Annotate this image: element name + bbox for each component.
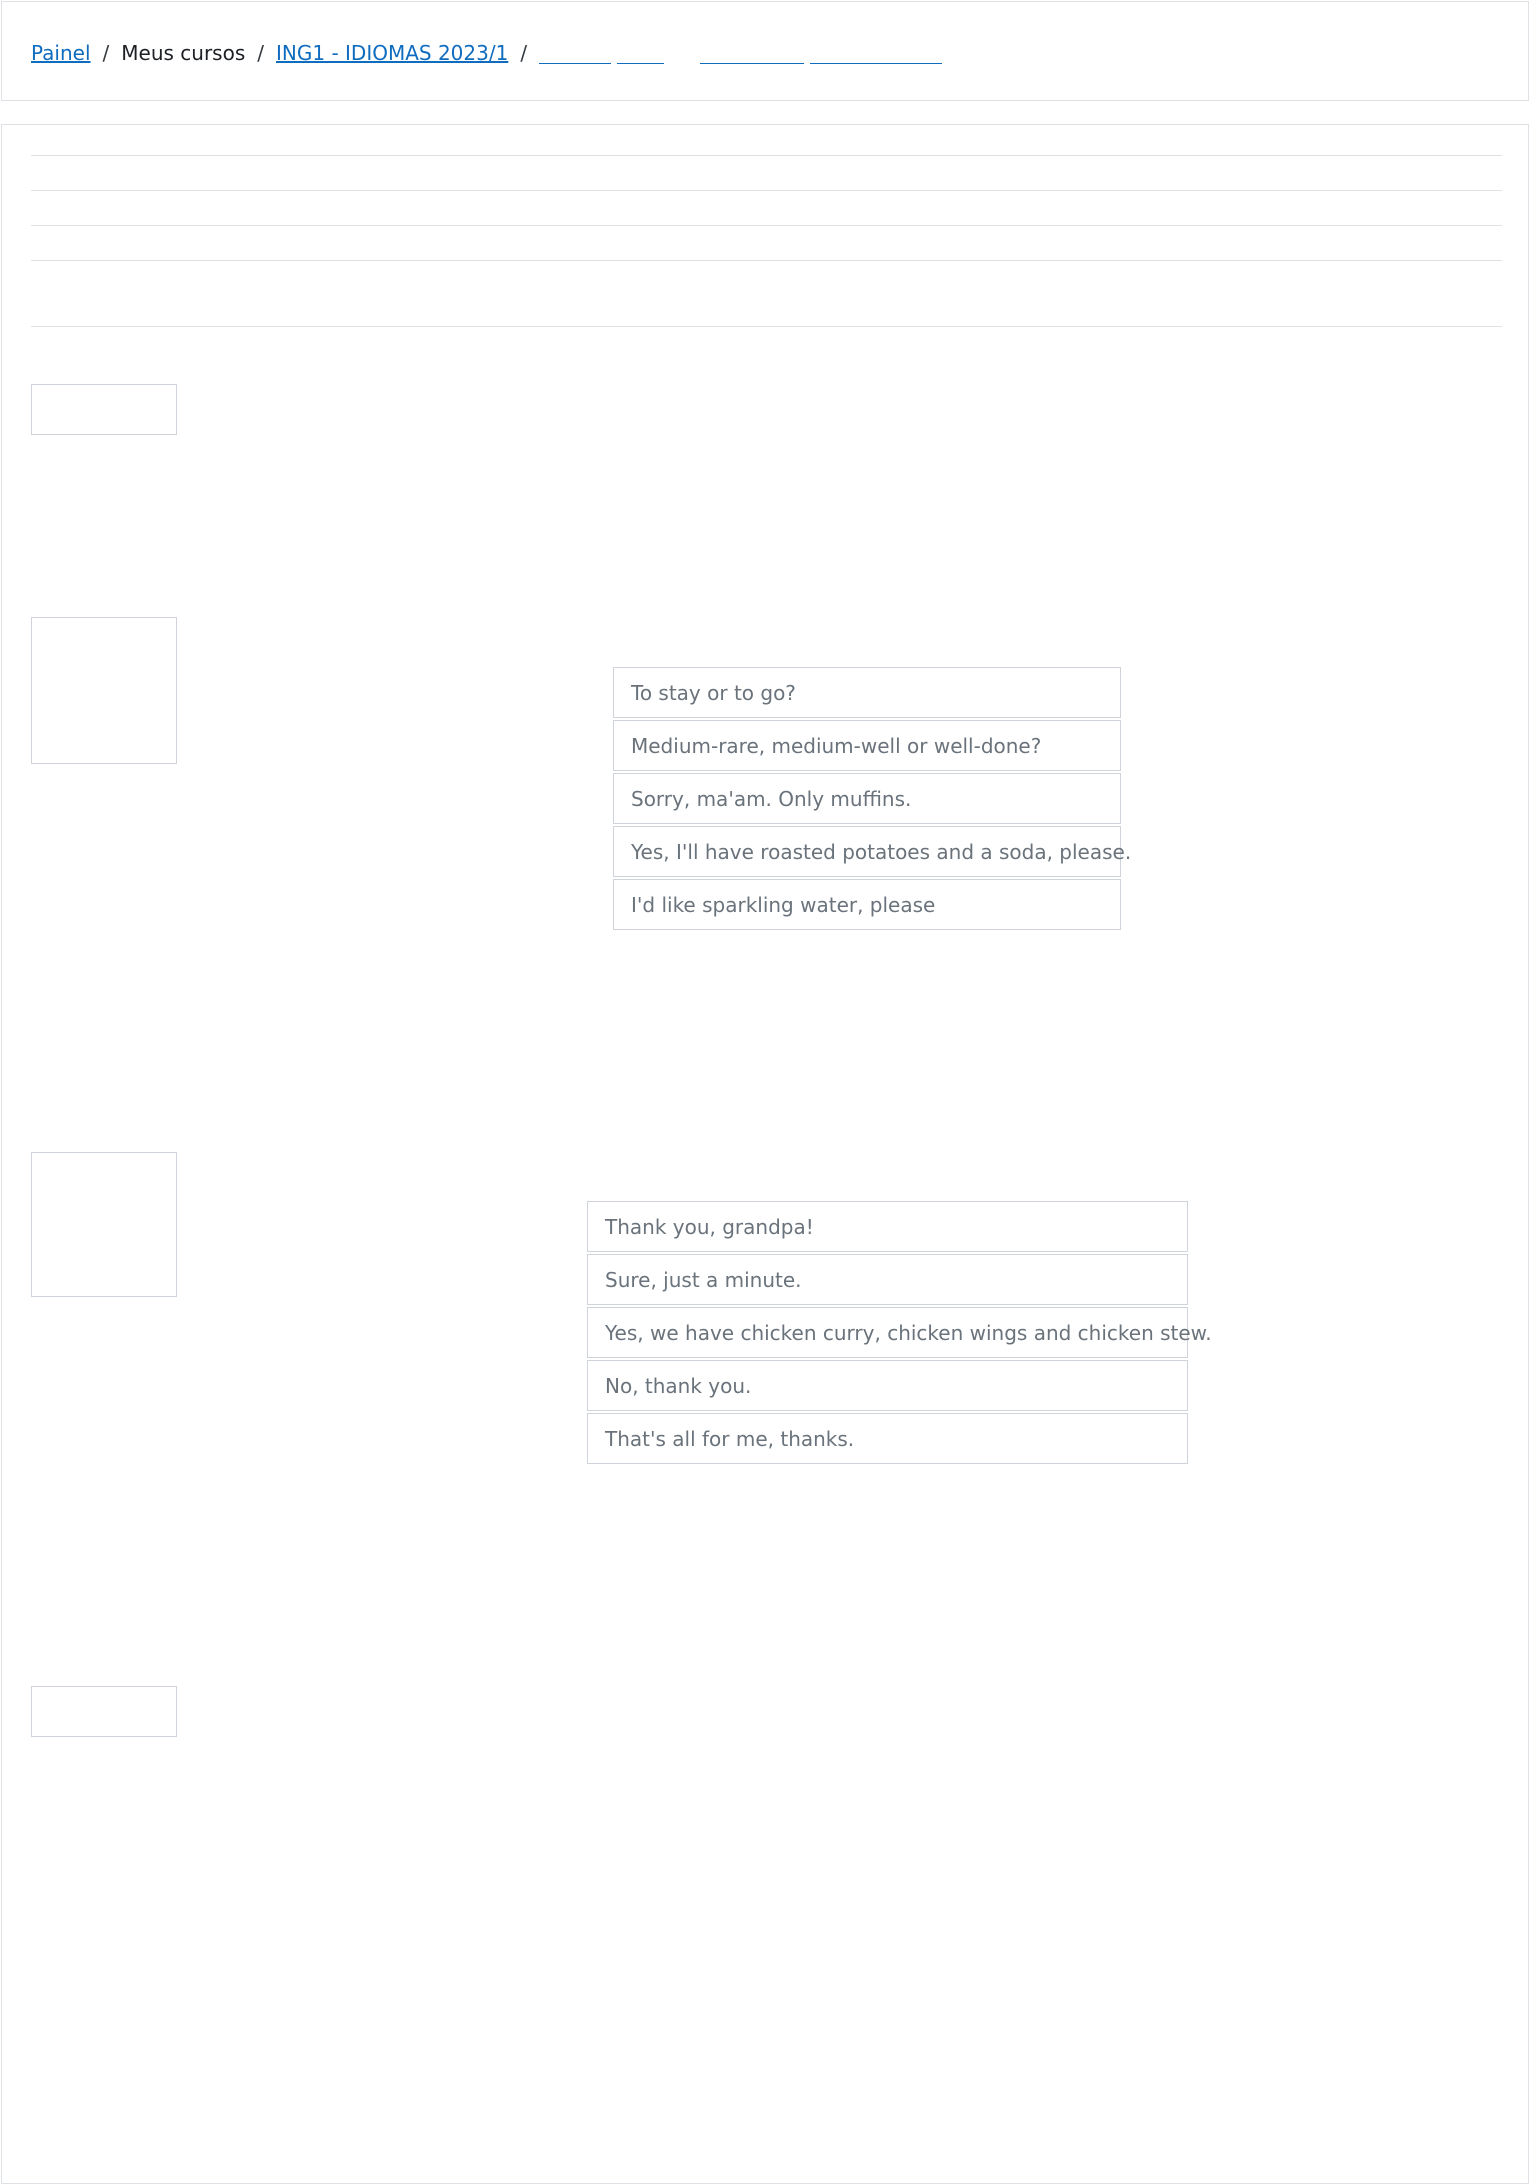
answer-option[interactable]: Medium-rare, medium-well or well-done? bbox=[613, 720, 1121, 771]
question-info-box bbox=[31, 1152, 177, 1297]
breadcrumb-course-link[interactable]: ING1 - IDIOMAS 2023/1 bbox=[276, 41, 509, 65]
answer-option[interactable]: That's all for me, thanks. bbox=[587, 1413, 1188, 1464]
breadcrumb-section-link[interactable] bbox=[617, 42, 664, 64]
answer-option[interactable]: Yes, I'll have roasted potatoes and a soda, please. bbox=[613, 826, 1121, 877]
divider bbox=[31, 155, 1502, 156]
breadcrumb-separator: / bbox=[257, 41, 264, 65]
breadcrumb-my-courses: Meus cursos bbox=[121, 41, 246, 65]
answer-option[interactable]: Sorry, ma'am. Only muffins. bbox=[613, 773, 1121, 824]
question-info-box bbox=[31, 617, 177, 764]
quiz-main-region bbox=[1, 124, 1529, 2184]
divider bbox=[31, 225, 1502, 226]
question-info-box bbox=[31, 384, 177, 435]
page-header bbox=[1, 1, 1529, 101]
breadcrumb bbox=[31, 38, 942, 68]
answer-options-list bbox=[587, 1201, 1212, 1466]
answer-options-list bbox=[613, 667, 1132, 932]
answer-option[interactable]: I'd like sparkling water, please bbox=[613, 879, 1121, 930]
breadcrumb-activity-link[interactable] bbox=[810, 42, 942, 64]
answer-option[interactable]: Thank you, grandpa! bbox=[587, 1201, 1188, 1252]
answer-option[interactable]: Yes, we have chicken curry, chicken wings and chicken stew. bbox=[587, 1307, 1188, 1358]
breadcrumb-activity-link[interactable] bbox=[700, 42, 804, 64]
breadcrumb-section-link[interactable] bbox=[539, 42, 611, 64]
breadcrumb-separator: / bbox=[102, 41, 110, 65]
answer-option[interactable]: No, thank you. bbox=[587, 1360, 1188, 1411]
breadcrumb-separator: / bbox=[520, 41, 528, 65]
divider bbox=[31, 190, 1502, 191]
answer-option[interactable]: Sure, just a minute. bbox=[587, 1254, 1188, 1305]
breadcrumb-home-link[interactable]: Painel bbox=[31, 41, 91, 65]
divider bbox=[31, 260, 1502, 261]
divider bbox=[31, 326, 1502, 327]
question-info-box bbox=[31, 1686, 177, 1737]
answer-option[interactable]: To stay or to go? bbox=[613, 667, 1121, 718]
